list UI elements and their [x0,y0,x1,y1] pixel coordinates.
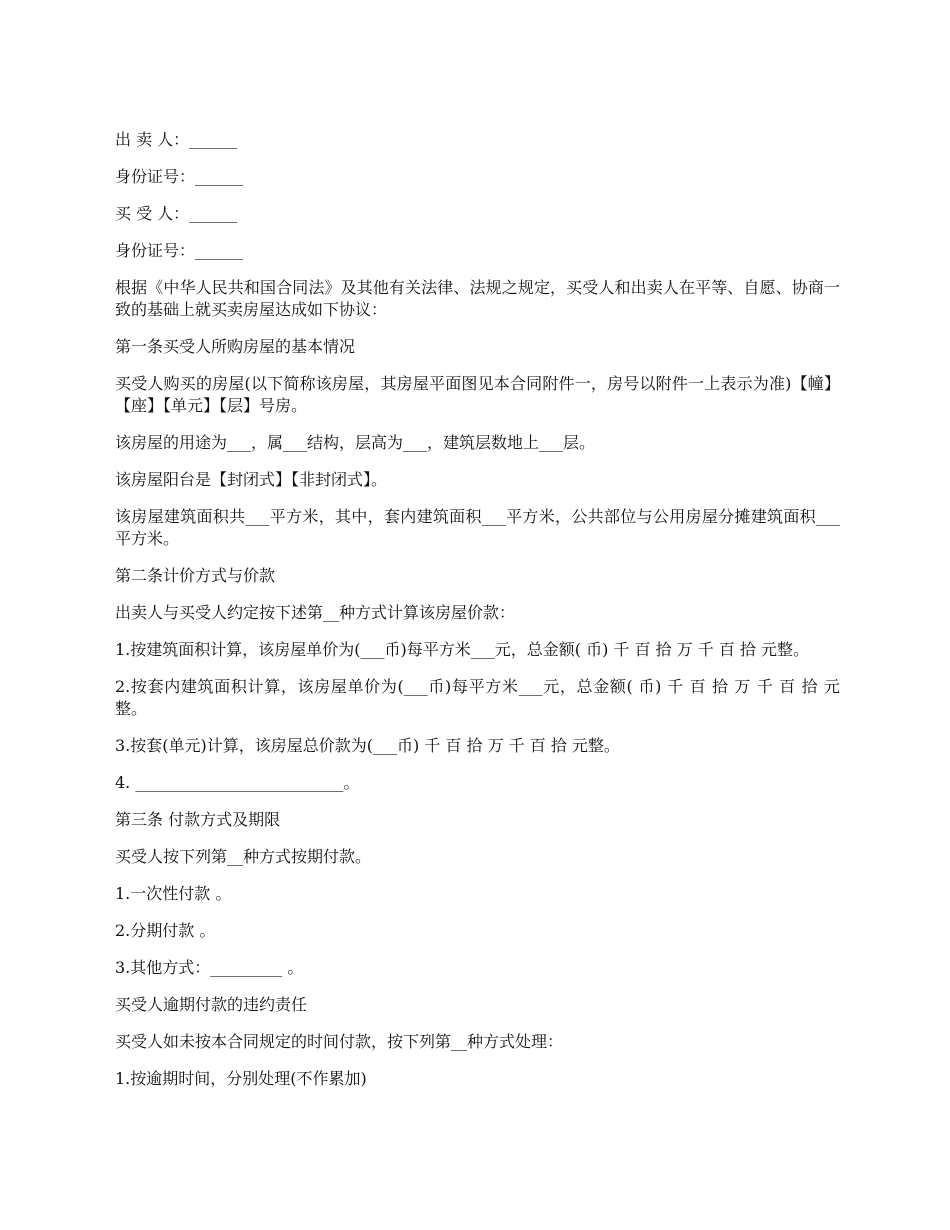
pricing-option-4: 4. __________________________。 [115,773,360,792]
payment-option-2: 2.分期付款 。 [115,921,216,940]
seller-name-line: 出 卖 人：______ [115,130,238,149]
late-payment-option-1: 1.按逾期时间，分别处理(不作累加) [115,1069,367,1088]
buyer-name-line: 买 受 人：______ [115,204,238,223]
payment-option-1: 1.一次性付款 。 [115,884,232,903]
article-2-heading: 第二条计价方式与价款 [115,566,276,585]
house-usage: 该房屋的用途为___，属___结构，层高为___，建筑层数地上___层。 [115,433,596,452]
pricing-option-3: 3.按套(单元)计算，该房屋总价款为(___币) 千 百 拾 万 千 百 拾 元整。 [115,736,620,755]
article-1-heading: 第一条买受人所购房屋的基本情况 [115,337,356,356]
article-3-heading: 第三条 付款方式及期限 [115,810,281,829]
pricing-option-2: 2.按套内建筑面积计算，该房屋单价为(___币)每平方米___元，总金额( 币) 千 百 拾 万 千 百 拾 元整。 [115,677,840,718]
late-payment-heading: 买受人逾期付款的违约责任 [115,995,308,1014]
late-payment-intro: 买受人如未按本合同规定的时间付款，按下列第__种方式处理： [115,1032,564,1051]
balcony-type: 该房屋阳台是【封闭式】【非封闭式】。 [115,470,388,489]
seller-id-line: 身份证号：______ [115,167,244,186]
payment-method-intro: 买受人按下列第__种方式按期付款。 [115,847,372,866]
pricing-option-1: 1.按建筑面积计算，该房屋单价为(___币)每平方米___元，总金额( 币) 千 百 拾 万 千 百 拾 元整。 [115,640,810,659]
pricing-method-intro: 出卖人与买受人约定按下述第__种方式计算该房屋价款： [115,603,516,622]
contract-document [115,129,840,1105]
house-description: 买受人购买的房屋(以下简称该房屋，其房屋平面图见本合同附件一，房号以附件一上表示为准)【幢】【座】【单元】【层】号房。 [115,374,840,415]
preamble: 根据《中华人民共和国合同法》及其他有关法律、法规之规定，买受人和出卖人在平等、自愿、协商一致的基础上就买卖房屋达成如下协议： [115,278,840,319]
buyer-id-line: 身份证号：______ [115,241,244,260]
payment-option-3: 3.其他方式：_________ 。 [115,958,304,977]
floor-area: 该房屋建筑面积共___平方米，其中，套内建筑面积___平方米，公共部位与公用房屋分摊建筑面积___平方米。 [115,507,840,548]
